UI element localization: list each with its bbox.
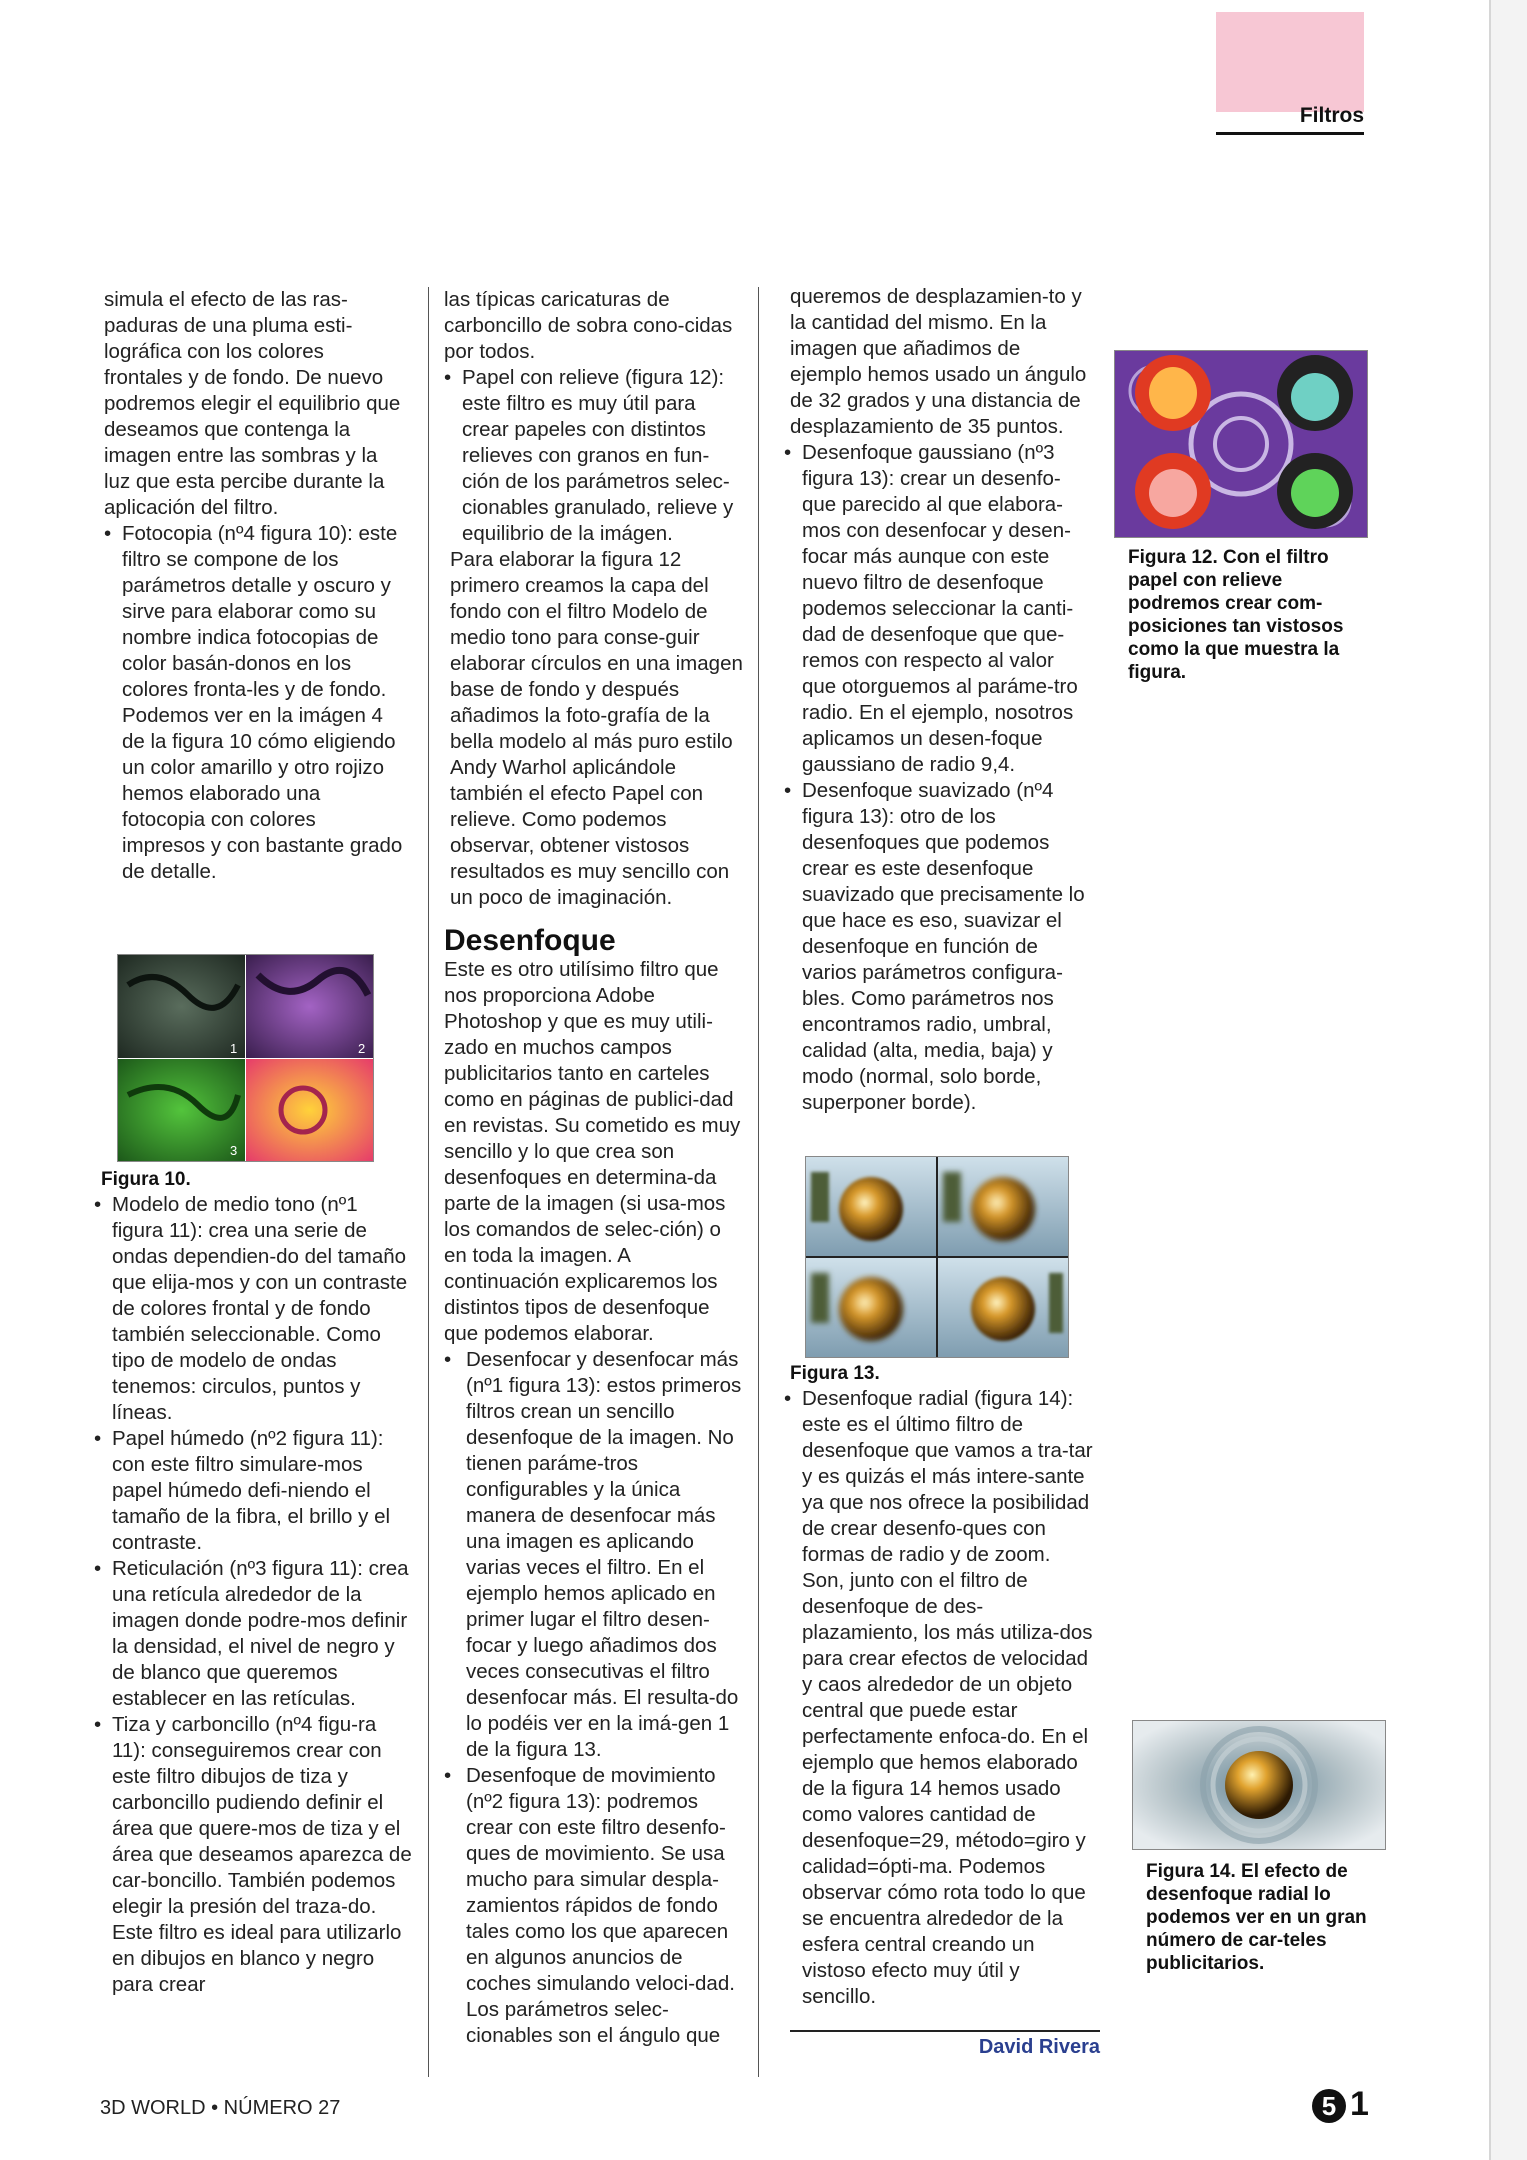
list-item: • Desenfoque gaussiano (nº3 figura 13): crear un desenfo-que parecido al que elabora-mos con desenfocar y desen-focar más aunque con este nuevo filtro de desenfoque podemos seleccionar la canti-dad de desenfoque que que-remos con respecto al valor que otorguemos al paráme-tro radio. En el ejemplo, nosotros aplicamos un desen-foque gaussiano de radio 9,4. [784, 441, 1078, 776]
paragraph: las típicas caricaturas de carboncillo de sobra cono-cidas por todos. [444, 288, 733, 363]
figure-10-label-3: 3 [230, 1143, 238, 1158]
figure-14-caption: Figura 14. El efecto de desenfoque radial lo podemos ver en un gran número de car-teles publicitarios. [1146, 1861, 1367, 1974]
paragraph: simula el efecto de las ras-paduras de una pluma esti-lográfica con los colores frontales y de fondo. De nuevo podremos elegir el equilibrio que deseamos que contenga la imagen entre las sombras y la luz que esta percibe durante la aplicación del filtro. [104, 288, 401, 519]
column-1-lower [94, 1192, 414, 1998]
figure-14-image [1132, 1720, 1386, 1850]
list-item: • Papel con relieve (figura 12): este filtro es muy útil para crear papeles con distintos relieves con granos en fun-ción de los parámetros selec-cionables granulado, relieve y equilibrio de la imágen. [444, 366, 734, 545]
page-edge [1489, 0, 1527, 2160]
page-number-circle: 5 [1312, 2089, 1346, 2123]
figure-12-graphic [1115, 351, 1367, 537]
list-item: • Desenfoque radial (figura 14): este es el último filtro de desenfoque que vamos a tra-tar y es quizás el más intere-sante ya que nos ofrece la posibilidad de crear desenfo-ques con formas de radio y de zoom. Son, junto con el filtro de desenfoque de des-plazamiento, los más utiliza-dos para crear efectos de velocidad y caos alrededor de un objeto central que puede estar perfectamente enfoca-do. En el ejemplo que hemos elaborado de la figura 14 hemos usado como valores cantidad de desenfoque=29, método=giro y calidad=ópti-ma. Podemos observar cómo rota todo lo que se encuentra alrededor de la esfera central creando un vistoso efecto muy útil y sencillo. [784, 1387, 1093, 2008]
figure-12-caption: Figura 12. Con el filtro papel con relieve podremos crear com-posiciones tan vistosos como la que muestra la figura. [1128, 547, 1344, 683]
column-divider-2 [758, 287, 759, 2077]
list-item: • Modelo de medio tono (nº1 figura 11): crea una serie de ondas dependien-do del tamaño que elija-mos y con un contraste de colores frontal y de fondo también seleccionable. Como tipo de modelo de ondas tenemos: circulos, puntos y líneas. [94, 1193, 408, 1424]
section-rule [1216, 132, 1364, 135]
column-divider-1 [428, 287, 429, 2077]
list-item: • Papel húmedo (nº2 figura 11): con este filtro simulare-mos papel húmedo defi-niendo el tamaño de la fibra, el brillo y el contraste. [94, 1427, 391, 1554]
page-number [1312, 2085, 1369, 2124]
col2-bullets-after [444, 1347, 744, 2049]
list-item: • Fotocopia (nº4 figura 10): este filtro se compone de los parámetros detalle y oscuro y sirve para elaborar como su nombre indica fotocopias de color basán-donos en los colores fronta-les y de fondo. Podemos ver en la imágen 4 de la figura 10 cómo eligiendo un color amarillo y otro rojizo hemos elaborado una fotocopia con colores impresos y con bastante grado de detalle. [104, 522, 403, 883]
list-item: • Desenfocar y desenfocar más (nº1 figura 13): estos primeros filtros crean un sencillo desenfoque de la imagen. No tienen paráme-tros configurables y la única manera de desenfocar más una imagen es aplicando varias veces el filtro. En el ejemplo hemos aplicado en primer lugar el filtro desen-focar y luego añadimos dos veces consecutivas el filtro desenfocar más. El resulta-do lo podéis ver en la imá-gen 1 de la figura 13. [444, 1348, 742, 1761]
figure-12-image [1114, 350, 1368, 538]
footer-magazine: 3D WORLD • NÚMERO 27 [100, 2097, 341, 2119]
col3-bullets-top [784, 440, 1090, 1116]
figure-13-image [805, 1156, 1069, 1358]
col1-bullets-b [94, 1192, 414, 1998]
figure-10-label-2: 2 [358, 1041, 366, 1056]
column-2 [444, 287, 744, 2049]
list-item: • Desenfoque de movimiento (nº2 figura 13): podremos crear con este filtro desenfo-ques de movimiento. Se usa mucho para simular despla-zamientos rápidos de fondo tales como los que aparecen en algunos anuncios de coches simulando veloci-dad. Los parámetros selec-cionables son el ángulo que [444, 1764, 735, 2047]
figure-13-graphic [806, 1157, 1068, 1357]
figure-10-caption: Figura 10. [101, 1169, 191, 1190]
list-item: • Desenfoque suavizado (nº4 figura 13): otro de los desenfoques que podemos crear es este desenfoque suavizado que precisamente lo que hace es eso, suavizar el desenfoque en función de varios parámetros configura-bles. Como parámetros nos encontramos radio, umbral, calidad (alta, media, baja) y modo (normal, solo borde, superponer borde). [784, 779, 1085, 1114]
column-3 [784, 284, 1090, 1116]
column-3-lower [784, 1386, 1096, 2010]
col1-paras [104, 287, 404, 521]
author-byline: David Rivera [978, 2036, 1100, 2058]
col2-bullets-top [444, 365, 744, 547]
figure-10-label-1: 1 [230, 1041, 238, 1056]
figure-10-graphic [118, 955, 373, 1161]
list-item: • Reticulación (nº3 figura 11): crea una retícula alrededor de la imagen donde podre-mos definir la densidad, el nivel de negro y de blanco que queremos establecer en las retículas. [94, 1557, 409, 1710]
paragraph: Para elaborar la figura 12 primero creamos la capa del fondo con el filtro Modelo de medio tono para conse-guir elaborar círculos en una imagen base de fondo y después añadimos la foto-grafía de la bella modelo al más puro estilo Andy Warhol aplicándole también el efecto Papel con relieve. Como podemos observar, obtener vistosos resultados es muy sencillo con un poco de imaginación. [450, 548, 743, 909]
col3-bullets-bottom [784, 1386, 1096, 2010]
column-1 [104, 287, 404, 885]
section-color-block [1216, 12, 1364, 112]
figure-14-graphic [1133, 1721, 1385, 1849]
section-heading: Desenfoque [444, 924, 616, 957]
byline-rule [790, 2030, 1100, 2032]
figure-10-image [117, 954, 374, 1162]
paragraph: queremos de desplazamien-to y la cantidad del mismo. En la imagen que añadimos de ejemplo hemos usado un ángulo de 32 grados y una distancia de desplazamiento de 35 puntos. [790, 285, 1087, 438]
page-number-rest: 1 [1350, 2085, 1369, 2123]
list-item: • Tiza y carboncillo (nº4 figu-ra 11): conseguiremos crear con este filtro dibujos de tiza y carboncillo pudiendo definir el área que quere-mos de tiza y el área que deseamos aparezca de car-boncillo. También podemos elegir la presión del traza-do. Este filtro es ideal para utilizarlo en dibujos en blanco y negro para crear [94, 1713, 412, 1996]
col1-bullets-a [104, 521, 404, 885]
section-title: Filtros [1299, 104, 1364, 127]
figure-13-caption: Figura 13. [790, 1363, 880, 1384]
paragraph: Este es otro utilísimo filtro que nos proporciona Adobe Photoshop y que es muy utili-zado en muchos campos publicitarios tanto en carteles como en páginas de publici-dad en revistas. Su cometido es muy sencillo y lo que crea son desenfoques en determina-da parte de la imagen (si usa-mos los comandos de selec-ción) o en toda la imagen. A continuación explicaremos los distintos tipos de desenfoque que podemos elaborar. [444, 958, 741, 1345]
